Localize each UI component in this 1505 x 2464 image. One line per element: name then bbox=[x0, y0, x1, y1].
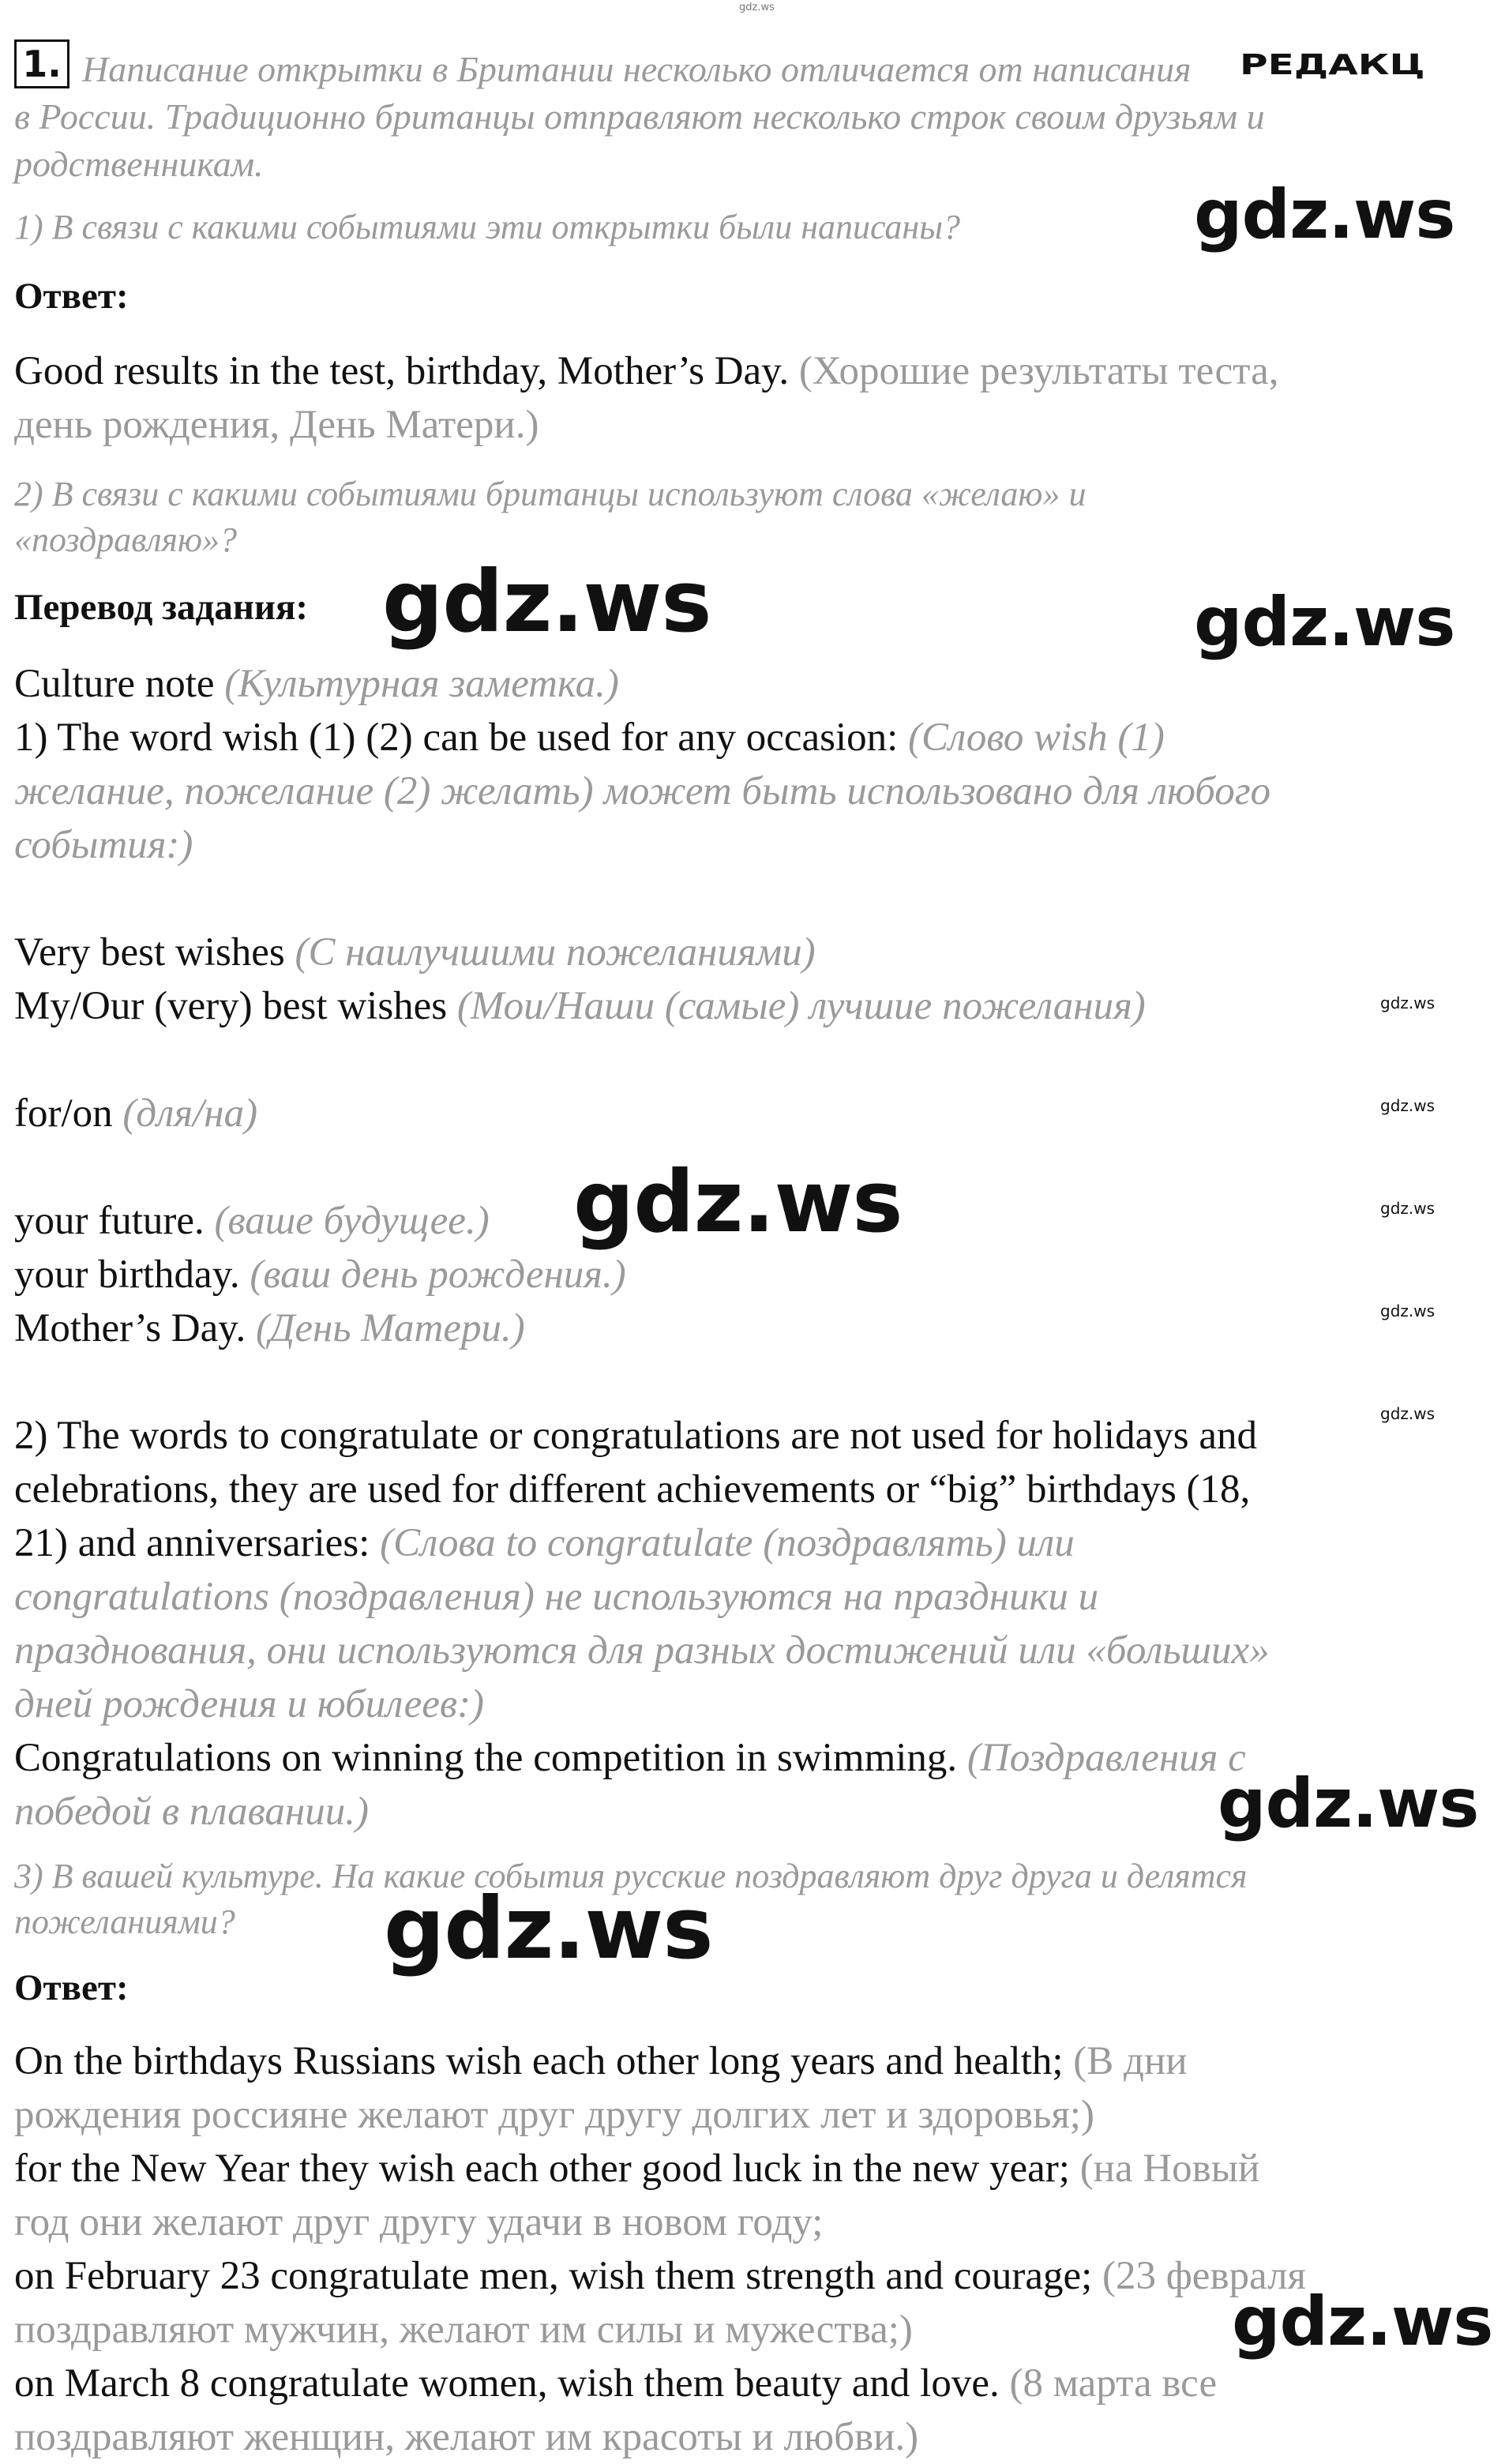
answer-3-r4-ru: (8 марта все bbox=[1009, 2361, 1218, 2406]
intro-line-1: Написание открытки в Британии несколько отличается от написания bbox=[82, 49, 1192, 89]
point-2-ru: (Слова to congratulate (поздравлять) или bbox=[380, 1521, 1075, 1565]
point-1-ru: (Слово wish (1) bbox=[908, 716, 1165, 760]
congratulations-ru: (Поздравления с bbox=[966, 1736, 1246, 1780]
answer-3-line-8: поздравляют женщин, желают им красоты и любви.) bbox=[14, 2415, 919, 2459]
point-1-line-1 bbox=[14, 711, 1165, 764]
answer-3-r3-en: on February 23 congratulate men, wish them strength and courage; bbox=[14, 2254, 1093, 2298]
your-future-ru: (ваше будущее.) bbox=[214, 1199, 490, 1243]
point-2-line-1: 2) The words to congratulate or congratulations are not used for holidays and bbox=[14, 1414, 1257, 1458]
congratulations-line-1 bbox=[14, 1731, 1246, 1785]
translation-label: Перевод задания: bbox=[14, 587, 309, 628]
your-birthday bbox=[14, 1248, 626, 1301]
smeared-text: РЕДАКЦ bbox=[1240, 49, 1425, 81]
question-3-line-2: пожеланиями? bbox=[14, 1902, 235, 1941]
answer-3-r4-en: on March 8 congratulate women, wish them beauty and love. bbox=[14, 2361, 1000, 2406]
watermark: gdz.ws bbox=[564, 1153, 912, 1252]
point-2-line-2: celebrations, they are used for different achievements or “big” birthdays (18, bbox=[14, 1467, 1251, 1512]
answer-3-line-7 bbox=[14, 2357, 1217, 2410]
culture-note-en: Culture note bbox=[14, 662, 215, 706]
my-best-wishes bbox=[14, 979, 1146, 1033]
question-3-line-1: 3) В вашей культуре. На какие события русские поздравляют друг друга и делятся bbox=[14, 1857, 1248, 1895]
watermark-small: gdz.ws bbox=[1380, 1199, 1436, 1218]
answer-3-r3-ru: (23 февраля bbox=[1102, 2254, 1307, 2298]
watermark: gdz.ws bbox=[1194, 583, 1455, 662]
answer-3-r2-en: for the New Year they wish each other good luck in the new year; bbox=[14, 2147, 1070, 2191]
intro-line-3: родственникам. bbox=[14, 144, 264, 184]
my-best-wishes-ru: (Мои/Наши (самые) лучшие пожелания) bbox=[456, 984, 1146, 1028]
watermark: gdz.ws bbox=[382, 553, 711, 652]
very-best-wishes bbox=[14, 926, 816, 979]
watermark-small: gdz.ws bbox=[1380, 1301, 1436, 1320]
intro-line-2: в России. Традиционно британцы отправляют несколько строк своим друзьям и bbox=[14, 96, 1265, 137]
answer-3-line-4: год они желают друг другу удачи в новом году; bbox=[14, 2200, 824, 2244]
for-on-en: for/on bbox=[14, 1091, 113, 1136]
mothers-day-en: Mother’s Day. bbox=[14, 1306, 246, 1350]
culture-note bbox=[14, 657, 619, 711]
watermark: gdz.ws bbox=[1194, 175, 1455, 254]
answer-label-1: Ответ: bbox=[14, 276, 129, 317]
point-1-line-2: желание, пожелание (2) желать) может быть использовано для любого bbox=[14, 769, 1271, 813]
point-2-en: 21) and anniversaries: bbox=[14, 1521, 370, 1565]
answer-1-en: Good results in the test, birthday, Mother’s Day. bbox=[14, 349, 790, 393]
your-future bbox=[14, 1194, 490, 1248]
watermark: gdz.ws bbox=[1232, 2282, 1493, 2361]
watermark: gdz.ws bbox=[1218, 1764, 1479, 1843]
for-on bbox=[14, 1087, 257, 1140]
answer-1-line-2: день рождения, День Матери.) bbox=[14, 403, 539, 447]
culture-note-ru: (Культурная заметка.) bbox=[224, 662, 619, 706]
answer-label-3: Ответ: bbox=[14, 1967, 129, 2008]
mothers-day bbox=[14, 1301, 525, 1355]
point-1-en: 1) The word wish (1) (2) can be used for any occasion: bbox=[14, 716, 899, 760]
watermark-top: gdz.ws bbox=[739, 2, 775, 13]
your-birthday-ru: (ваш день рождения.) bbox=[250, 1253, 626, 1297]
your-future-en: your future. bbox=[14, 1199, 205, 1243]
for-on-ru: (для/на) bbox=[122, 1091, 258, 1136]
answer-3-line-1 bbox=[14, 2034, 1188, 2088]
answer-1-line-1 bbox=[14, 344, 1278, 398]
watermark-small: gdz.ws bbox=[1380, 1404, 1436, 1423]
point-2-line-3 bbox=[14, 1516, 1075, 1570]
question-2-line-1: 2) В связи с какими событиями британцы используют слова «желаю» и bbox=[14, 475, 1087, 513]
very-best-wishes-ru: (С наилучшими пожеланиями) bbox=[295, 930, 816, 975]
congratulations-en: Congratulations on winning the competition in swimming. bbox=[14, 1736, 958, 1780]
congratulations-line-2: победой в плавании.) bbox=[14, 1790, 369, 1834]
point-2-line-6: дней рождения и юбилеев:) bbox=[14, 1682, 485, 1726]
question-2-line-2: «поздравляю»? bbox=[14, 520, 238, 559]
watermark: gdz.ws bbox=[384, 1880, 713, 1978]
answer-3-r1-ru: (В дни bbox=[1073, 2039, 1188, 2083]
your-birthday-en: your birthday. bbox=[14, 1253, 240, 1297]
point-2-line-5: празднования, они используются для разных достижений или «больших» bbox=[14, 1628, 1270, 1673]
answer-3-r1-en: On the birthdays Russians wish each other long years and health; bbox=[14, 2039, 1064, 2083]
task-number-box: 1. bbox=[14, 39, 69, 88]
answer-3-line-5 bbox=[14, 2249, 1306, 2303]
point-1-line-3: события:) bbox=[14, 823, 193, 867]
watermark-small: gdz.ws bbox=[1380, 993, 1436, 1012]
mothers-day-ru: (День Матери.) bbox=[255, 1306, 525, 1350]
watermark-small: gdz.ws bbox=[1380, 1096, 1436, 1115]
answer-1-ru: (Хорошие результаты теста, bbox=[798, 349, 1279, 393]
answer-3-r2-ru: (на Новый bbox=[1079, 2147, 1260, 2191]
my-best-wishes-en: My/Our (very) best wishes bbox=[14, 984, 448, 1028]
very-best-wishes-en: Very best wishes bbox=[14, 930, 285, 975]
answer-3-line-3 bbox=[14, 2142, 1259, 2195]
answer-3-line-6: поздравляют мужчин, желают им силы и мужества;) bbox=[14, 2308, 913, 2352]
point-2-line-4: congratulations (поздравления) не используются на праздники и bbox=[14, 1575, 1099, 1619]
answer-3-line-2: рождения россияне желают друг другу долгих лет и здоровья;) bbox=[14, 2093, 1094, 2137]
question-1: 1) В связи с какими событиями эти открытки были написаны? bbox=[14, 208, 961, 246]
